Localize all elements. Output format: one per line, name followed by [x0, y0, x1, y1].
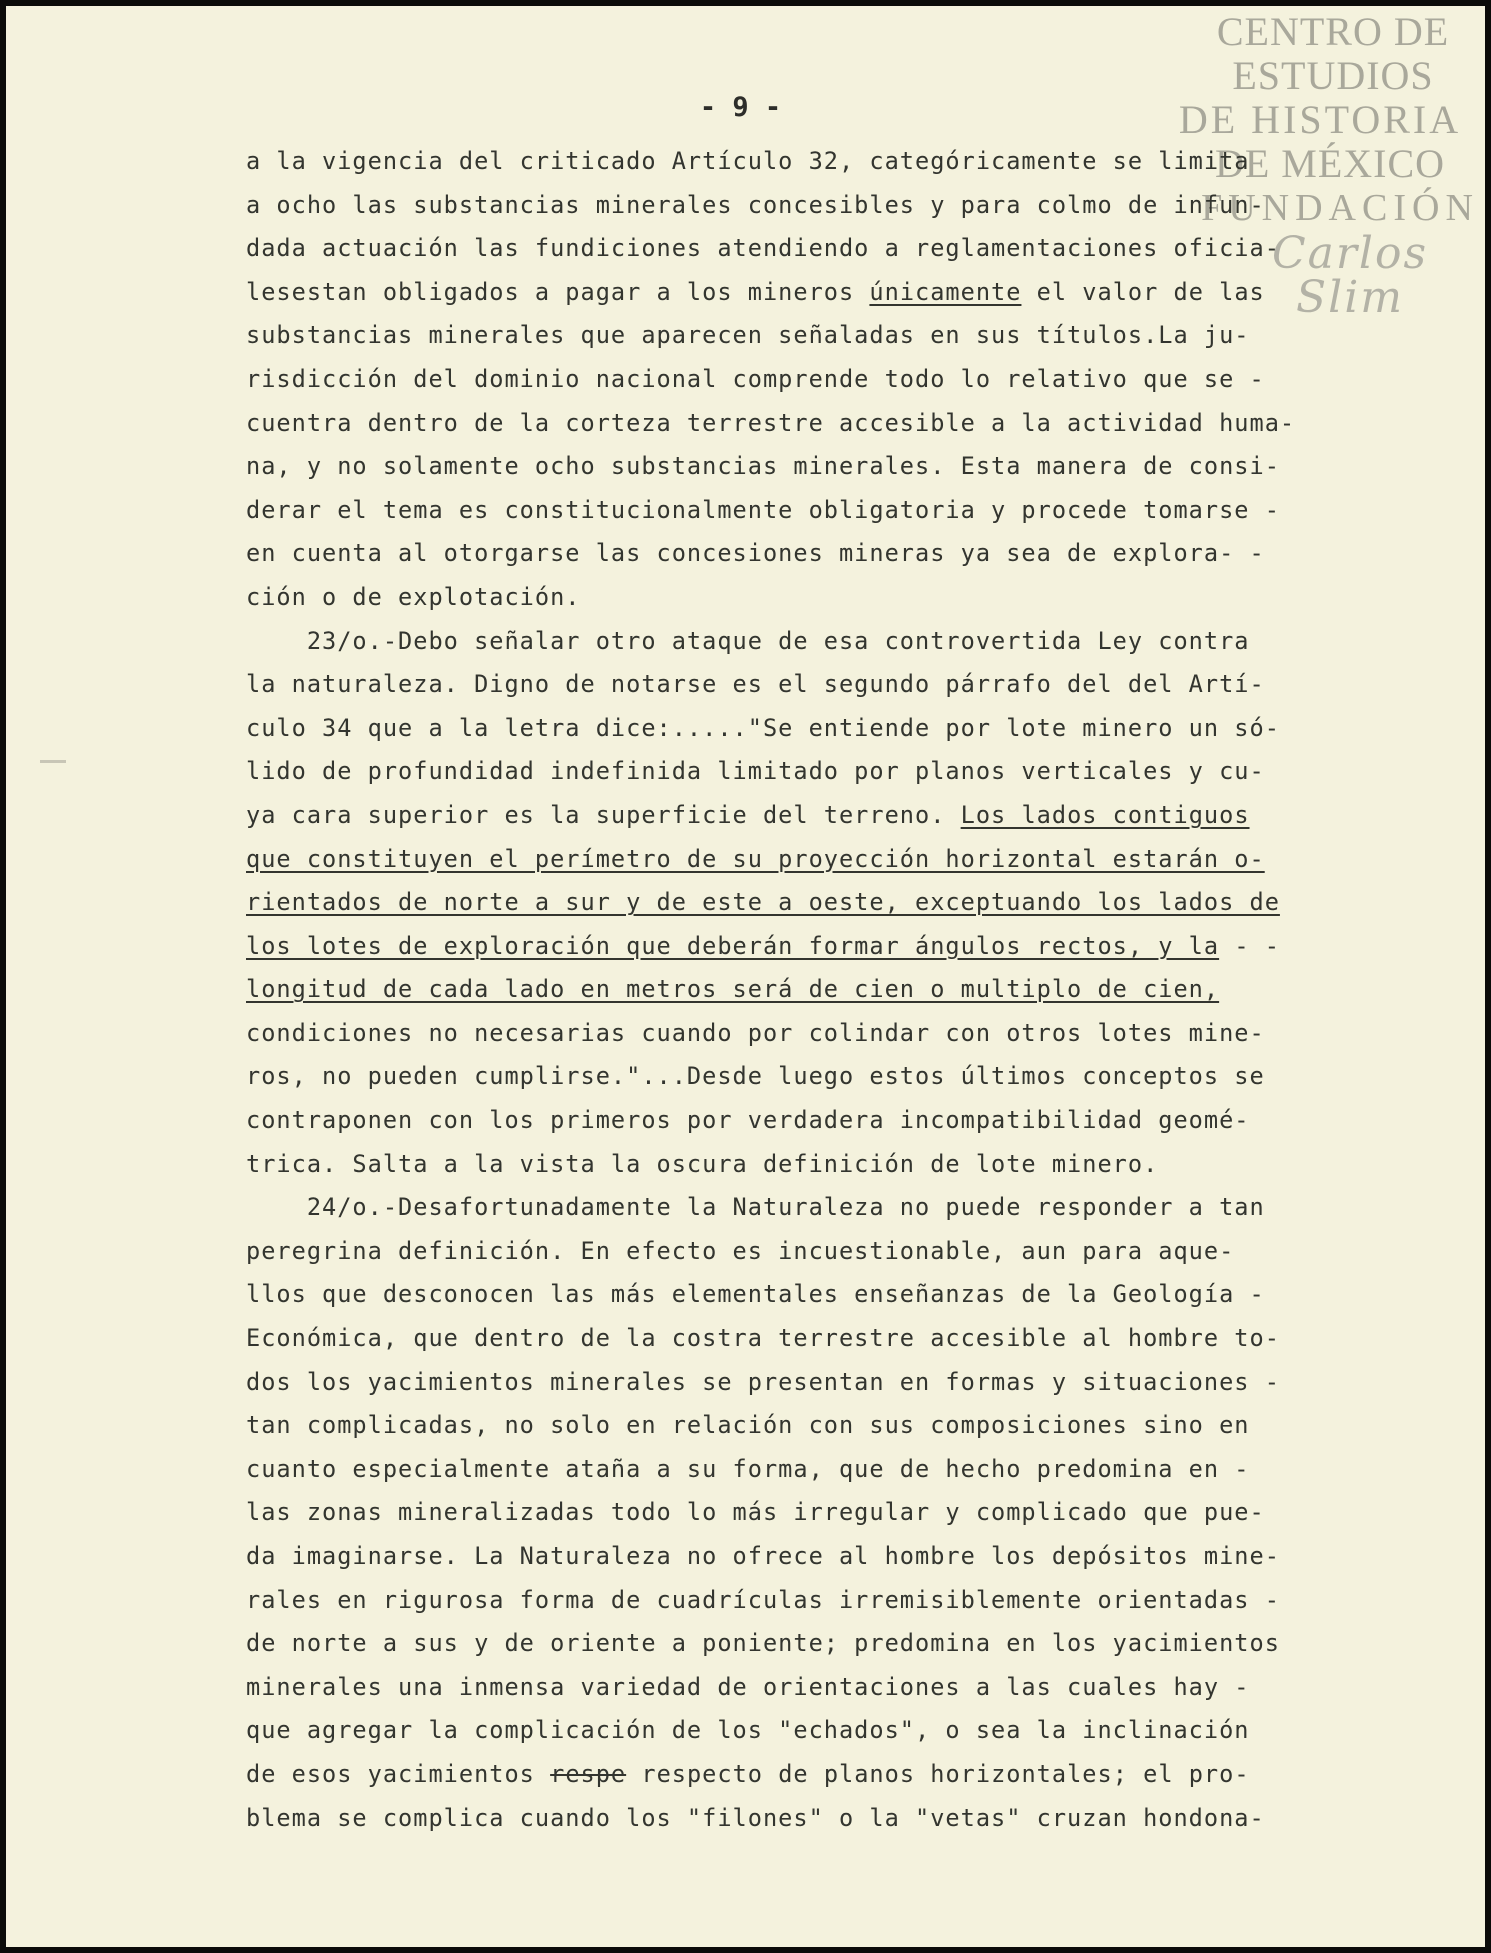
- text-line: risdicción del dominio nacional comprende todo lo relativo que se -: [246, 364, 1265, 393]
- watermark-line: ESTUDIOS: [1232, 53, 1434, 98]
- page-number: - 9 -: [699, 92, 782, 123]
- text-segment: lesestan obligados a pagar a los mineros: [246, 277, 855, 306]
- text-line: 24/o.-Desafortunadamente la Naturaleza no puede responder a tan: [246, 1193, 1265, 1222]
- text-line: lido de profundidad indefinida limitado por planos verticales y cu-: [246, 757, 1265, 786]
- text-line: trica. Salta a la vista la oscura definición de lote minero.: [246, 1149, 1159, 1178]
- text-line: rales en rigurosa forma de cuadrículas irremisiblemente orientadas -: [246, 1585, 1280, 1614]
- text-line: las zonas mineralizadas todo lo más irregular y complicado que pue-: [246, 1498, 1265, 1527]
- text-line: derar el tema es constitucionalmente obligatoria y procede tomarse -: [246, 495, 1280, 524]
- text-line: cuanto especialmente ataña a su forma, que de hecho predomina en -: [246, 1454, 1250, 1483]
- text-line: en cuenta al otorgarse las concesiones mineras ya sea de explora- -: [246, 539, 1265, 568]
- text-line: blema se complica cuando los "filones" o la "vetas" cruzan hondona-: [246, 1803, 1265, 1832]
- text-line: dos los yacimientos minerales se presentan en formas y situaciones -: [246, 1367, 1280, 1396]
- text-line: substancias minerales que aparecen señaladas en sus títulos.La ju-: [246, 321, 1250, 350]
- text-segment: respecto de planos horizontales; el pro-: [641, 1759, 1250, 1788]
- text-line: 23/o.-Debo señalar otro ataque de esa controvertida Ley contra: [246, 626, 1250, 655]
- document-page: [6, 6, 1485, 1947]
- text-line: peregrina definición. En efecto es incuestionable, aun para aque-: [246, 1236, 1235, 1265]
- text-line: condiciones no necesarias cuando por colindar con otros lotes mine-: [246, 1018, 1265, 1047]
- text-line: da imaginarse. La Naturaleza no ofrece al hombre los depósitos mine-: [246, 1542, 1280, 1570]
- watermark-line: DE HISTORIA: [1178, 97, 1462, 142]
- underlined-passage: los lotes de exploración que deberán formar ángulos rectos, y la: [246, 931, 1220, 960]
- watermark-line: CENTRO DE: [1216, 9, 1450, 54]
- text-line: [246, 794, 1466, 838]
- text-line: a la vigencia del criticado Artículo 32, categóricamente se limita: [246, 147, 1250, 175]
- watermark-line: FUNDACIÓN: [1201, 187, 1479, 229]
- text-line: [246, 271, 1466, 315]
- text-line: dada actuación las fundiciones atendiendo a reglamentaciones oficia-: [246, 234, 1280, 263]
- struck-word: respe: [550, 1759, 627, 1788]
- text-segment: el valor de las: [1036, 277, 1265, 306]
- watermark-signature: Carlos Slim: [1271, 228, 1429, 323]
- underlined-passage: Los lados contiguos: [960, 800, 1250, 829]
- text-line: [246, 1753, 1466, 1797]
- text-line: de norte a sus y de oriente a poniente; predomina en los yacimientos: [246, 1629, 1280, 1658]
- text-segment: ya cara superior es la superficie del terreno.: [246, 800, 946, 829]
- underlined-line: longitud de cada lado en metros será de cien o multiplo de cien,: [246, 975, 1220, 1004]
- text-line: la naturaleza. Digno de notarse es el segundo párrafo del del Artí-: [246, 670, 1265, 699]
- underlined-line: rientados de norte a sur y de este a oeste, exceptuando los lados de: [246, 888, 1280, 917]
- text-line: que agregar la complicación de los "echados", o sea la inclinación: [246, 1716, 1250, 1745]
- underlined-line: que constituyen el perímetro de su proyección horizontal estarán o-: [246, 844, 1265, 873]
- text-line: [246, 925, 1466, 969]
- text-line: minerales una inmensa variedad de orientaciones a las cuales hay -: [246, 1672, 1250, 1701]
- text-line: ción o de explotación.: [246, 582, 581, 611]
- text-line: ros, no pueden cumplirse."...Desde luego estos últimos conceptos se: [246, 1062, 1265, 1091]
- text-line: llos que desconocen las más elementales enseñanzas de la Geología -: [246, 1280, 1265, 1309]
- typewritten-body: [246, 140, 1466, 1840]
- underlined-word: únicamente: [869, 277, 1022, 306]
- text-segment: - -: [1219, 931, 1280, 960]
- text-line: Económica, que dentro de la costra terrestre accesible al hombre to-: [246, 1324, 1280, 1353]
- text-line: culo 34 que a la letra dice:....."Se entiende por lote minero un só-: [246, 713, 1280, 742]
- text-line: na, y no solamente ocho substancias minerales. Esta manera de consi-: [246, 452, 1280, 481]
- margin-mark: [40, 760, 66, 763]
- text-line: a ocho las substancias minerales concesibles y para colmo de infun-: [246, 190, 1265, 219]
- text-line: contraponen con los primeros por verdadera incompatibilidad geomé-: [246, 1106, 1250, 1135]
- text-line: tan complicadas, no solo en relación con sus composiciones sino en: [246, 1411, 1250, 1440]
- watermark-line: DE MÉXICO: [1214, 141, 1446, 186]
- text-line: cuentra dentro de la corteza terrestre accesible a la actividad huma-: [246, 408, 1296, 437]
- text-segment: de esos yacimientos: [246, 1759, 535, 1788]
